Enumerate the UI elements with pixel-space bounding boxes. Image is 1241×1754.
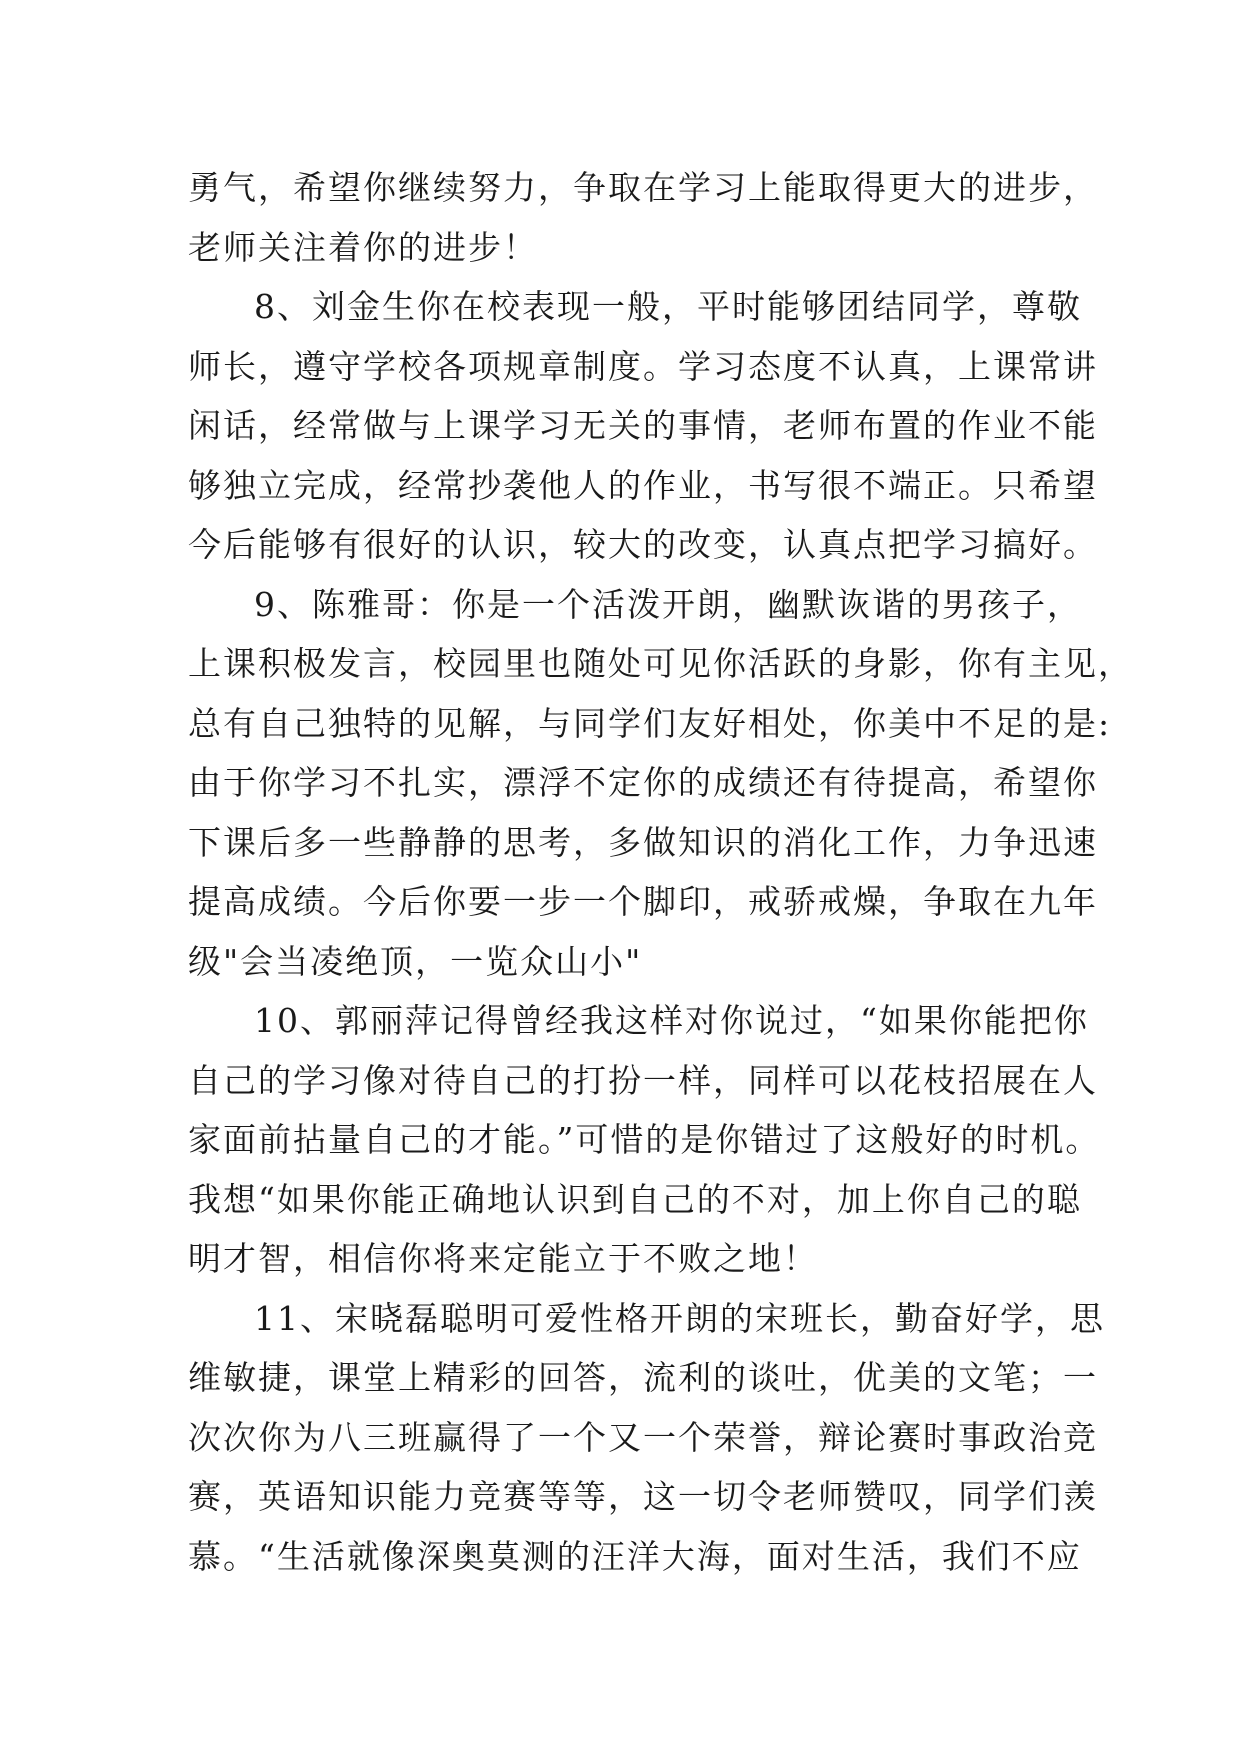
text-line: 师长，遵守学校各项规章制度。学习态度不认真，上课常讲 xyxy=(188,346,1098,386)
text-line: 自己的学习像对待自己的打扮一样，同样可以花枝招展在人 xyxy=(188,1060,1098,1100)
text-line: 级"会当凌绝顶，一览众山小" xyxy=(188,941,643,981)
text-line: 维敏捷，课堂上精彩的回答，流利的谈吐，优美的文笔；一 xyxy=(188,1358,1098,1397)
text-line: 8、刘金生你在校表现一般，平时能够团结同学，尊敬 xyxy=(254,287,1082,326)
text-line: 慕。“生活就像深奥莫测的汪洋大海，面对生活，我们不应 xyxy=(188,1536,1082,1576)
text-line: 下课后多一些静静的思考，多做知识的消化工作，力争迅速 xyxy=(188,822,1098,862)
text-line: 由于你学习不扎实，漂浮不定你的成绩还有待提高，希望你 xyxy=(188,763,1098,802)
text-line: 够独立完成，经常抄袭他人的作业，书写很不端正。只希望 xyxy=(188,465,1098,505)
text-line: 上课积极发言，校园里也随处可见你活跃的身影，你有主见， xyxy=(188,644,1133,683)
text-line: 今后能够有很好的认识，较大的改变，认真点把学习搞好。 xyxy=(188,525,1098,564)
document-body xyxy=(188,158,1133,1586)
text-line: 老师关注着你的进步！ xyxy=(188,227,538,267)
text-line: 提高成绩。今后你要一步一个脚印，戒骄戒燥，争取在九年 xyxy=(188,882,1098,921)
text-line: 赛，英语知识能力竞赛等等，这一切令老师赞叹，同学们羡 xyxy=(188,1477,1098,1516)
text-line: 11、宋晓磊聪明可爱性格开朗的宋班长，勤奋好学，思 xyxy=(254,1298,1105,1338)
text-line: 家面前拈量自己的才能。”可惜的是你错过了这般好的时机。 xyxy=(188,1120,1101,1159)
text-line: 次次你为八三班赢得了一个又一个荣誉，辩论赛时事政治竞 xyxy=(188,1417,1098,1457)
text-line: 闲话，经常做与上课学习无关的事情，老师布置的作业不能 xyxy=(188,406,1098,445)
text-line: 9、陈雅哥：你是一个活泼开朗，幽默诙谐的男孩子， xyxy=(254,584,1082,624)
text-line: 明才智，相信你将来定能立于不败之地！ xyxy=(188,1239,818,1278)
text-line: 我想“如果你能正确地认识到自己的不对，加上你自己的聪 xyxy=(188,1179,1082,1219)
text-line: 勇气，希望你继续努力，争取在学习上能取得更大的进步， xyxy=(188,168,1098,207)
text-line: 总有自己独特的见解，与同学们友好相处，你美中不足的是: xyxy=(188,703,1112,743)
text-line: 10、郭丽萍记得曾经我这样对你说过，“如果你能把你 xyxy=(254,1001,1089,1040)
